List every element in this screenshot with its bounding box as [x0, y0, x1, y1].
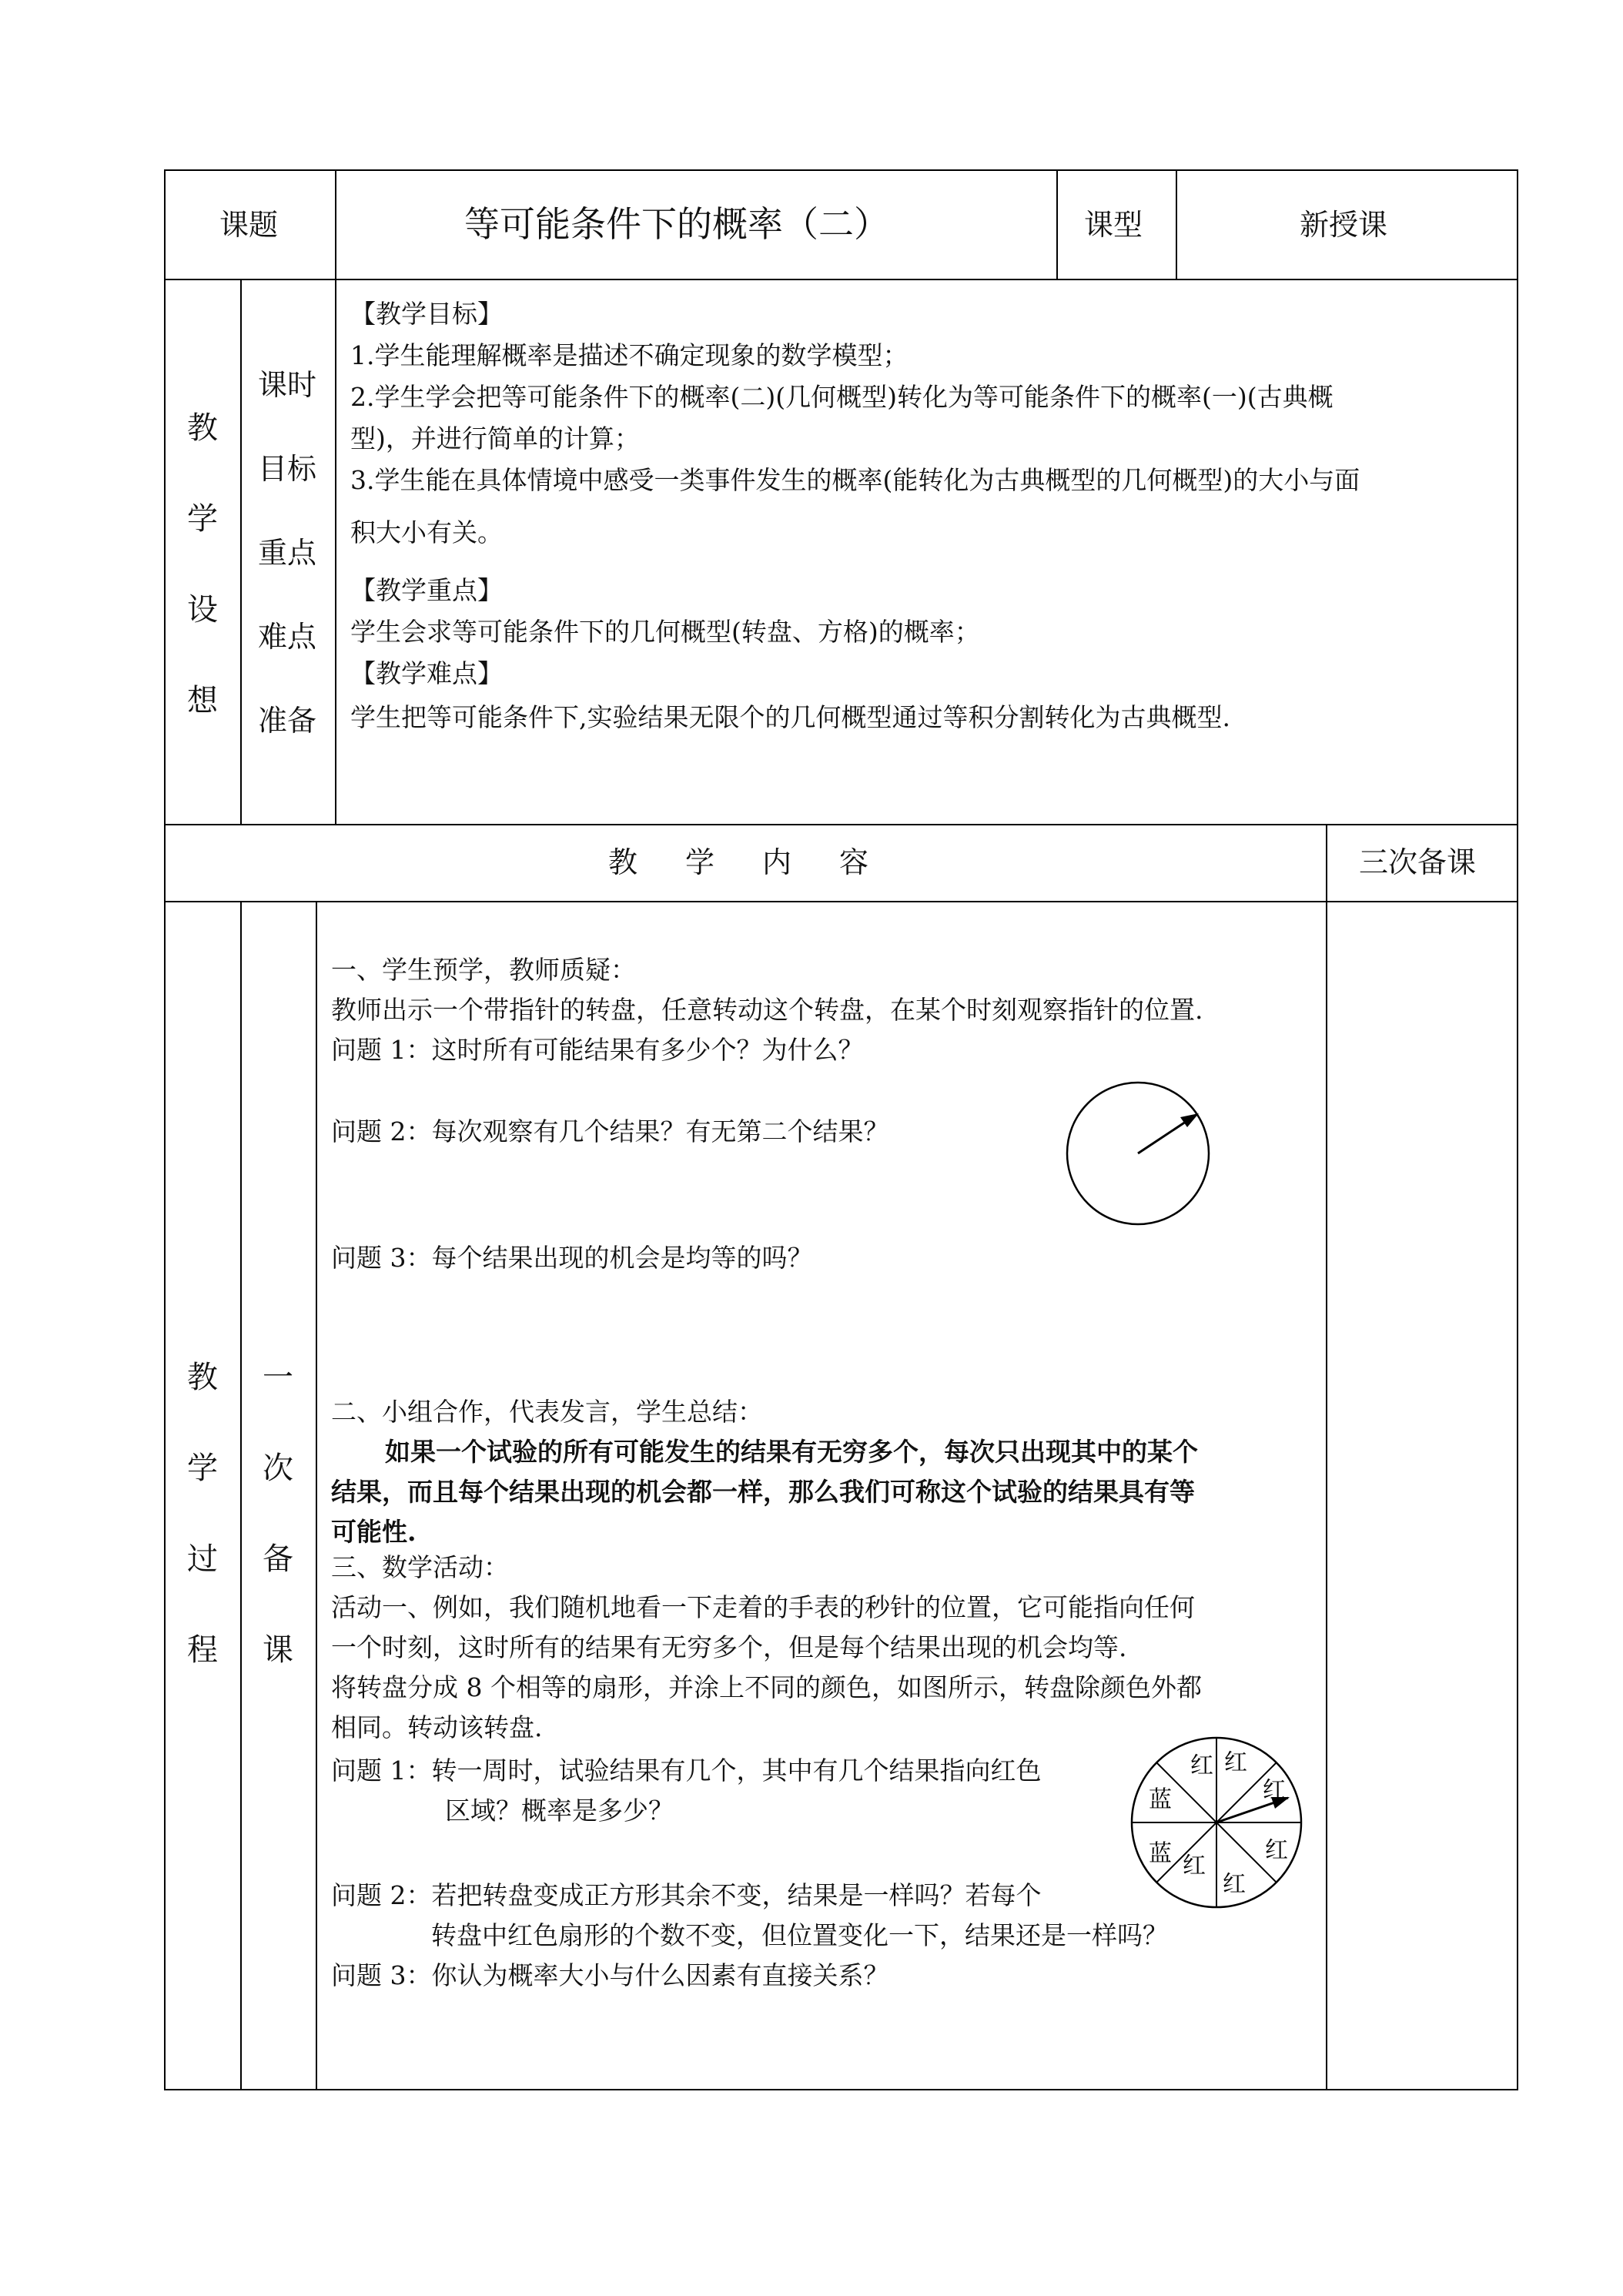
process-line: 活动一、例如，我们随机地看一下走着的手表的秒针的位置，它可能指向任何	[331, 1592, 1195, 1622]
sector-label: 蓝	[1149, 1840, 1172, 1867]
sector-label: 红	[1265, 1837, 1288, 1864]
type-label: 课型	[1084, 208, 1143, 242]
process-sub-label	[255, 1332, 301, 1695]
process-line: 问题 1：转一周时，试验结果有几个，其中有几个结果指向红色	[331, 1755, 1042, 1786]
design-line: 型)，并进行简单的计算；	[350, 423, 640, 454]
process-line: 将转盘分成 8 个相等的扇形，并涂上不同的颜色，如图所示，转盘除颜色外都	[331, 1672, 1202, 1702]
col-divider-type-label	[1056, 169, 1058, 280]
pointer-spinner-figure	[1066, 1082, 1220, 1236]
design-side-char: 设	[187, 592, 218, 628]
table-border-top	[164, 169, 1518, 171]
process-side-label	[179, 1332, 226, 1695]
sector-label: 红	[1223, 1871, 1246, 1898]
design-side-char: 想	[187, 683, 218, 718]
subject-label: 课题	[219, 208, 279, 242]
process-line: 相同。转动该转盘.	[331, 1712, 543, 1742]
design-line: 【教学重点】	[350, 575, 503, 605]
process-sub-char: 次	[263, 1451, 293, 1486]
design-side-char: 学	[187, 501, 218, 537]
col-divider-design-side	[240, 279, 242, 825]
process-line: 区域？概率是多少？	[445, 1796, 674, 1826]
process-line: 二、小组合作，代表发言，学生总结：	[331, 1397, 763, 1427]
process-side-char: 程	[187, 1632, 218, 1668]
row-divider-content-header	[164, 901, 1518, 902]
sector-label: 红	[1183, 1853, 1206, 1879]
process-line: 问题 3：你认为概率大小与什么因素有直接关系？	[331, 1960, 889, 1990]
row-divider-design	[164, 824, 1518, 825]
design-sub-label: 难点	[258, 620, 317, 654]
lesson-title: 等可能条件下的概率（二）	[464, 203, 889, 245]
design-line: 2.学生学会把等可能条件下的概率(二)(几何概型)转化为等可能条件下的概率(一)(古典概	[350, 382, 1334, 412]
design-line: 学生把等可能条件下,实验结果无限个的几何概型通过等积分割转化为古典概型.	[350, 702, 1230, 732]
design-line: 【教学难点】	[350, 658, 503, 688]
sector-label: 红	[1224, 1749, 1247, 1776]
design-sub-label: 课时	[258, 368, 317, 402]
process-line: 转盘中红色扇形的个数不变，但位置变化一下，结果还是一样吗？	[431, 1920, 1168, 1950]
content-header-char: 学	[685, 845, 715, 879]
process-line: 问题 1：这时所有可能结果有多少个？为什么？	[331, 1035, 864, 1065]
content-header-char: 教	[608, 845, 638, 879]
design-line: 积大小有关。	[350, 517, 503, 547]
design-line: 1.学生能理解概率是描述不确定现象的数学模型；	[350, 340, 909, 370]
design-line: 3.学生能在具体情境中感受一类事件发生的概率(能转化为古典概型的几何概型)的大小与面	[350, 465, 1360, 495]
table-border-bottom	[164, 2089, 1518, 2090]
process-line: 一个时刻，这时所有的结果有无穷多个，但是每个结果出现的机会均等.	[331, 1632, 1127, 1662]
process-line: 问题 2：若把转盘变成正方形其余不变，结果是一样吗？若每个	[331, 1880, 1042, 1910]
process-line: 一、学生预学，教师质疑：	[331, 955, 636, 985]
process-line: 问题 3：每个结果出现的机会是均等的吗？	[331, 1243, 813, 1273]
table-border-right	[1517, 169, 1518, 2090]
content-header-char: 容	[839, 845, 869, 879]
col-divider-content-side	[1326, 824, 1327, 2090]
process-sub-char: 备	[263, 1541, 293, 1577]
sector-spinner-figure	[1130, 1736, 1315, 1921]
type-value: 新授课	[1300, 208, 1388, 242]
design-line: 学生会求等可能条件下的几何概型(转盘、方格)的概率；	[350, 617, 980, 647]
sector-label: 红	[1263, 1777, 1286, 1804]
col-divider-process-sub	[316, 901, 317, 2090]
design-side-label	[179, 383, 226, 746]
col-divider-type-value	[1176, 169, 1177, 280]
process-line: 问题 2：每次观察有几个结果？有无第二个结果？	[331, 1116, 889, 1146]
col-divider-subject	[335, 169, 336, 825]
row-divider-header	[164, 279, 1518, 280]
table-border-left	[164, 169, 166, 2090]
design-sub-label: 目标	[258, 452, 317, 486]
col-divider-process-side	[240, 901, 242, 2090]
design-sub-label: 重点	[258, 536, 317, 570]
process-line: 三、数学活动：	[331, 1552, 509, 1582]
sector-label: 红	[1190, 1752, 1213, 1779]
process-sub-char: 一	[263, 1360, 293, 1395]
process-line: 教师出示一个带指针的转盘，任意转动这个转盘，在某个时刻观察指针的位置.	[331, 995, 1203, 1025]
spinner-arrow-head	[1180, 1113, 1199, 1127]
process-side-char: 过	[187, 1541, 218, 1577]
process-line-bold: 如果一个试验的所有可能发生的结果有无穷多个，每次只出现其中的某个	[385, 1437, 1198, 1467]
process-side-char: 教	[187, 1360, 218, 1395]
sector-label: 蓝	[1149, 1786, 1172, 1813]
process-line-bold: 可能性.	[331, 1517, 417, 1547]
design-sub-label: 准备	[258, 704, 317, 738]
process-side-char: 学	[187, 1451, 218, 1486]
process-line-bold: 结果，而且每个结果出现的机会都一样，那么我们可称这个试验的结果具有等	[331, 1477, 1195, 1507]
process-sub-char: 课	[263, 1632, 293, 1668]
third-preparation-label: 三次备课	[1359, 845, 1477, 879]
design-side-char: 教	[187, 410, 218, 446]
content-header-char: 内	[762, 845, 792, 879]
design-line: 【教学目标】	[350, 299, 503, 329]
